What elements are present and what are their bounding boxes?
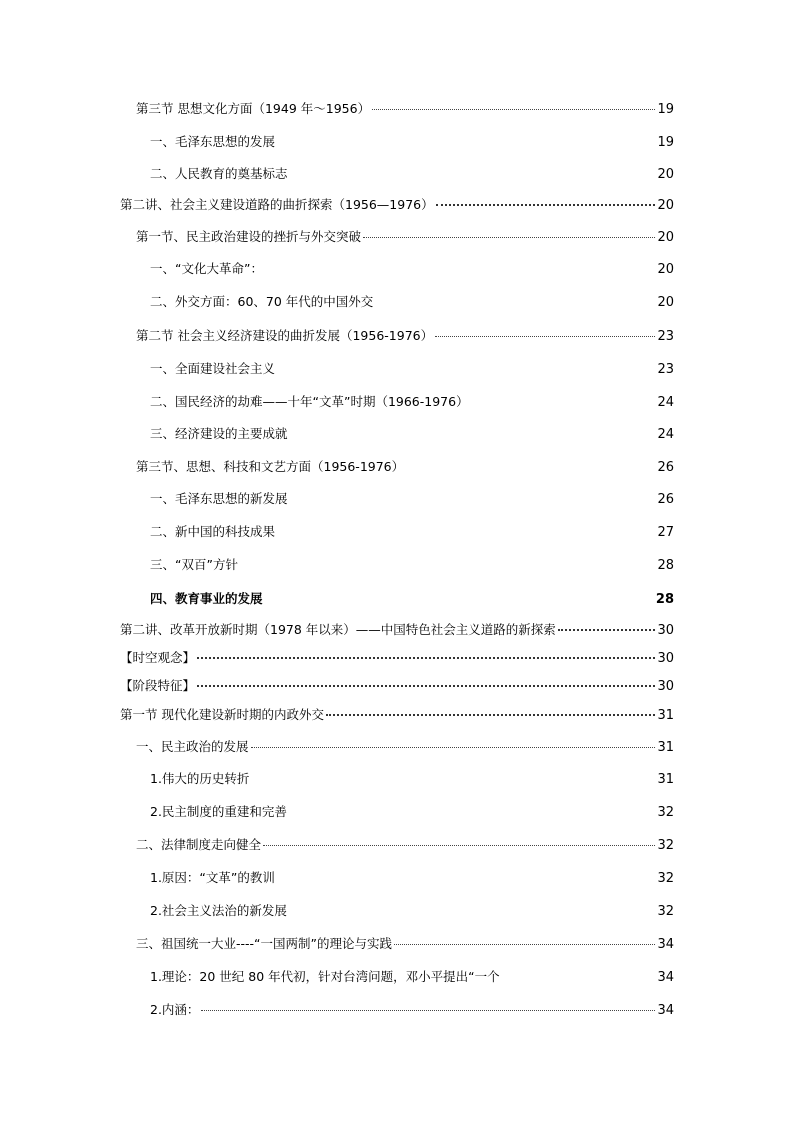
toc-entry-label: 1.理论：20 世纪 80 年代初，针对台湾问题，邓小平提出“一个: [150, 969, 500, 984]
toc-entry-label: 第三节、思想、科技和文艺方面（1956-1976）: [136, 459, 405, 474]
dot-leader: [326, 713, 655, 716]
toc-entry-label: 【阶段特征】: [120, 678, 196, 693]
toc-entry-page: 32: [657, 904, 674, 919]
toc-entry-label: 【时空观念】: [120, 650, 196, 665]
toc-entry-page: 32: [657, 838, 674, 853]
toc-entry[interactable]: [136, 739, 674, 756]
dot-leader: [197, 684, 655, 687]
toc-entry-page: 19: [657, 135, 674, 150]
toc-entry[interactable]: [150, 491, 674, 508]
toc-entry-page: 28: [657, 558, 674, 573]
toc-entry-page: 23: [657, 329, 674, 344]
toc-entry-label: 一、“文化大革命”：: [150, 261, 263, 276]
dot-leader: [201, 1009, 655, 1011]
leader-space: [290, 434, 656, 435]
toc-entry-label: 第二讲、社会主义建设道路的曲折探索（1956—1976）: [120, 197, 434, 212]
toc-entry-label: 2.社会主义法治的新发展: [150, 903, 287, 918]
leader-space: [277, 878, 656, 879]
toc-entry[interactable]: [150, 394, 674, 411]
toc-entry-page: 19: [657, 102, 674, 117]
toc-entry[interactable]: [150, 1002, 674, 1019]
leader-space: [502, 977, 656, 978]
dot-leader: [363, 236, 655, 238]
toc-entry[interactable]: [150, 294, 674, 311]
toc-entry[interactable]: [120, 622, 674, 639]
toc-entry-page: 27: [657, 525, 674, 540]
leader-space: [375, 302, 655, 303]
leader-space: [290, 174, 656, 175]
toc-entry[interactable]: [150, 771, 674, 788]
toc-entry-label: 一、毛泽东思想的发展: [150, 134, 276, 149]
dot-leader: [435, 335, 655, 337]
toc-entry-page: 31: [657, 772, 674, 787]
leader-space: [290, 499, 656, 500]
toc-entry-label: 四、教育事业的发展: [150, 591, 263, 606]
toc-entry-page: 34: [657, 937, 674, 952]
dot-leader: [197, 656, 655, 659]
toc-entry[interactable]: [136, 936, 674, 953]
toc-entry-page: 34: [657, 1003, 674, 1018]
leader-space: [289, 911, 656, 912]
toc-entry-label: 1.原因：“文革”的教训: [150, 870, 275, 885]
toc-entry-label: 二、法律制度走向健全: [136, 837, 262, 852]
toc-entry-page: 34: [657, 970, 674, 985]
leader-space: [406, 467, 655, 468]
toc-entry[interactable]: [136, 328, 674, 345]
toc-entry-label: 一、毛泽东思想的新发展: [150, 491, 288, 506]
toc-entry[interactable]: [136, 837, 674, 854]
toc-entry-page: 30: [657, 679, 674, 694]
toc-entry[interactable]: [136, 101, 674, 118]
toc-entry-label: 第二讲、改革开放新时期（1978 年以来）——中国特色社会主义道路的新探索: [120, 622, 556, 637]
toc-entry[interactable]: [150, 426, 674, 443]
toc-entry[interactable]: [150, 870, 674, 887]
leader-space: [240, 565, 656, 566]
toc-entry[interactable]: [120, 197, 674, 214]
leader-space: [277, 532, 655, 533]
toc-entry-label: 第二节 社会主义经济建设的曲折发展（1956-1976）: [136, 328, 434, 343]
toc-entry[interactable]: [150, 524, 674, 541]
toc-entry-label: 二、国民经济的劫难——十年“文革”时期（1966-1976）: [150, 394, 469, 409]
toc-entry-label: 二、外交方面：60、70 年代的中国外交: [150, 294, 374, 309]
dot-leader: [394, 943, 655, 945]
toc-entry-label: 三、祖国统一大业----“一国两制”的理论与实践: [136, 936, 392, 951]
toc-entry-label: 三、“双百”方针: [150, 557, 238, 572]
leader-space: [265, 599, 654, 600]
toc-entry[interactable]: [120, 707, 674, 724]
toc-entry-page: 28: [655, 592, 674, 607]
toc-entry-label: 一、民主政治的发展: [136, 739, 249, 754]
toc-entry-label: 2.民主制度的重建和完善: [150, 804, 287, 819]
toc-entry-label: 第三节 思想文化方面（1949 年～1956）: [136, 101, 371, 116]
toc-entry-page: 24: [657, 395, 674, 410]
dot-leader: [251, 746, 656, 748]
dot-leader: [558, 628, 656, 631]
toc-entry[interactable]: [120, 650, 674, 667]
toc-entry-label: 一、全面建设社会主义: [150, 361, 276, 376]
toc-entry[interactable]: [150, 166, 674, 183]
toc-entry-page: 20: [657, 295, 674, 310]
toc-entry-page: 20: [657, 230, 674, 245]
toc-entry[interactable]: [150, 134, 674, 151]
toc-entry-page: 30: [657, 623, 674, 638]
toc-entry-page: 23: [657, 362, 674, 377]
toc-entry-page: 24: [657, 427, 674, 442]
toc-entry-label: 第一节 现代化建设新时期的内政外交: [120, 707, 324, 722]
toc-entry-label: 三、经济建设的主要成就: [150, 426, 288, 441]
dot-leader: [372, 108, 655, 110]
toc-entry-label: 二、新中国的科技成果: [150, 524, 276, 539]
toc-entry-label: 二、人民教育的奠基标志: [150, 166, 288, 181]
toc-entry-page: 26: [657, 460, 674, 475]
toc-entry-page: 20: [657, 198, 674, 213]
toc-entry-page: 32: [657, 805, 674, 820]
toc-entry[interactable]: [136, 459, 674, 476]
toc-entry[interactable]: [150, 557, 674, 574]
toc-entry[interactable]: [136, 229, 674, 246]
leader-space: [471, 402, 656, 403]
toc-entry[interactable]: [150, 903, 674, 920]
toc-entry-page: 30: [657, 651, 674, 666]
toc-entry[interactable]: [120, 678, 674, 695]
leader-space: [289, 812, 656, 813]
toc-entry-page: 32: [657, 871, 674, 886]
toc-entry-label: 2.内涵：: [150, 1002, 200, 1017]
toc-entry-page: 20: [657, 167, 674, 182]
toc-entry[interactable]: [150, 361, 674, 378]
toc-entry-page: 26: [657, 492, 674, 507]
leader-space: [277, 142, 655, 143]
toc-entry[interactable]: [150, 969, 674, 986]
leader-space: [265, 269, 656, 270]
toc-entry-page: 31: [657, 740, 674, 755]
toc-entry-label: 第一节、民主政治建设的挫折与外交突破: [136, 229, 362, 244]
toc-entry[interactable]: [150, 261, 674, 278]
leader-space: [277, 369, 655, 370]
toc-entry[interactable]: [150, 804, 674, 821]
toc-entry-label: 1.伟大的历史转折: [150, 771, 250, 786]
dot-leader: [263, 844, 655, 846]
dot-leader: [436, 203, 656, 206]
toc-entry[interactable]: [150, 591, 674, 608]
leader-space: [251, 779, 655, 780]
toc-entry-page: 20: [657, 262, 674, 277]
toc-entry-page: 31: [657, 708, 674, 723]
